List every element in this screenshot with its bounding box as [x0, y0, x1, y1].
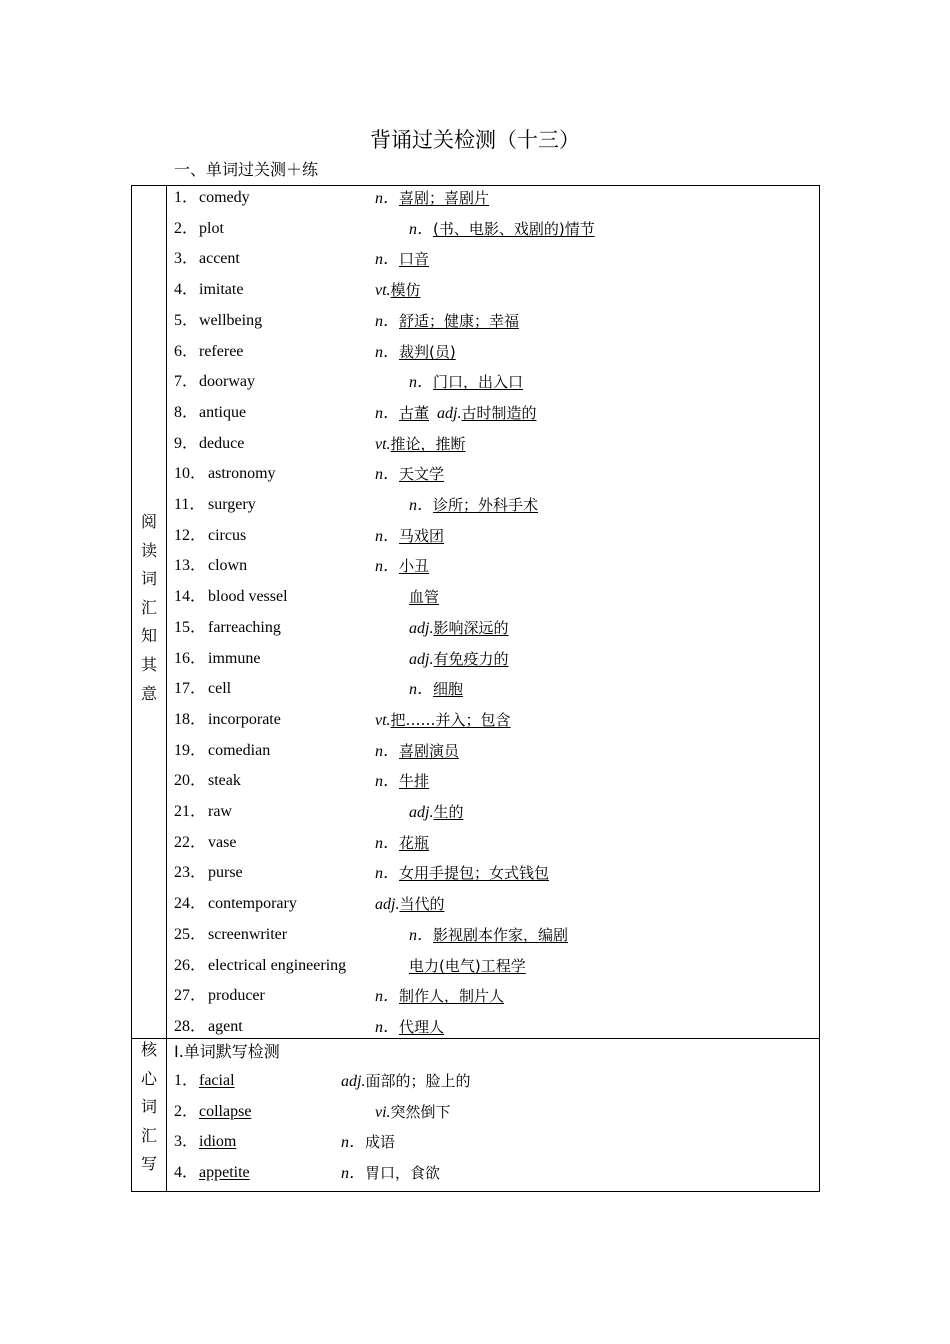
word-meaning: 古时制造的 — [461, 403, 537, 422]
part-of-speech: n． — [409, 374, 434, 392]
english-word: steak — [208, 772, 241, 790]
english-word: electrical engineering — [208, 956, 347, 974]
column-divider — [166, 1037, 167, 1191]
item-number: 19． — [174, 741, 207, 759]
item-number: 4． — [174, 1164, 199, 1182]
category-char: 心 — [140, 1068, 157, 1088]
category-char: 阅 — [140, 512, 157, 531]
english-word: purse — [208, 864, 243, 882]
part-of-speech: vt. — [375, 282, 391, 300]
english-word: producer — [208, 987, 265, 1005]
english-word: incorporate — [208, 710, 281, 728]
word-meaning: 裁判(员) — [399, 342, 456, 361]
item-number: 5． — [174, 311, 199, 329]
word-meaning: (书、电影、戏剧的)情节 — [433, 219, 595, 238]
english-word: comedian — [208, 741, 271, 759]
subheading-dictation: I.单词默写检测 — [174, 1042, 280, 1061]
category-char: 核 — [140, 1040, 157, 1059]
item-number: 18． — [174, 710, 207, 728]
word-meaning: 喜剧演员 — [399, 741, 460, 760]
part-of-speech: n． — [375, 1018, 400, 1036]
item-number: 13． — [174, 557, 207, 575]
english-word: referee — [199, 342, 244, 360]
english-word: appetite — [199, 1164, 250, 1182]
part-of-speech: adj. — [341, 1073, 366, 1090]
category-char: 词 — [140, 1097, 157, 1117]
meaning-cell — [409, 585, 439, 610]
meaning-cell — [375, 524, 444, 549]
english-word: collapse — [199, 1102, 252, 1120]
part-of-speech: vt. — [375, 711, 391, 729]
item-number: 12． — [174, 526, 207, 544]
word-meaning: 突然倒下 — [390, 1102, 451, 1121]
english-word: farreaching — [208, 618, 281, 636]
item-number: 17． — [174, 680, 207, 698]
word-meaning: 门口，出入口 — [433, 373, 524, 392]
item-number: 26． — [174, 956, 207, 974]
meaning-cell — [409, 800, 463, 825]
part-of-speech: n． — [375, 773, 400, 791]
word-meaning: 代理人 — [399, 1017, 445, 1036]
part-of-speech: n． — [341, 1134, 366, 1152]
meaning-cell — [375, 247, 429, 272]
word-meaning: 成语 — [365, 1133, 396, 1152]
item-number: 14． — [174, 588, 207, 606]
part-of-speech: n． — [375, 834, 400, 852]
part-of-speech: n． — [375, 988, 400, 1006]
category-char: 汇 — [140, 1125, 157, 1145]
category-label-core — [132, 1036, 166, 1179]
part-of-speech: adj. — [437, 404, 462, 422]
word-meaning: 细胞 — [433, 680, 464, 699]
item-number: 4． — [174, 281, 199, 299]
english-word: screenwriter — [208, 925, 288, 943]
part-of-speech: n． — [409, 220, 434, 238]
english-word: deduce — [199, 434, 245, 452]
page-title: 背诵过关检测（十三） — [370, 128, 580, 152]
english-word: vase — [208, 833, 237, 851]
item-number: 2． — [174, 1102, 199, 1120]
meaning-cell — [375, 708, 511, 733]
item-number: 27． — [174, 987, 207, 1005]
part-of-speech: adj. — [375, 896, 400, 914]
meaning-cell — [375, 739, 459, 764]
part-of-speech: n． — [375, 865, 400, 883]
item-number: 25． — [174, 925, 207, 943]
item-number: 23． — [174, 864, 207, 882]
meaning-cell — [341, 1130, 395, 1155]
part-of-speech: adj. — [409, 804, 434, 821]
word-meaning: 天文学 — [399, 465, 445, 484]
meaning-cell — [375, 340, 456, 365]
meaning-cell — [409, 493, 538, 518]
item-number: 10． — [174, 465, 207, 483]
meaning-cell — [409, 954, 526, 979]
word-meaning: 小丑 — [399, 557, 430, 576]
category-char: 汇 — [140, 597, 157, 617]
item-number: 16． — [174, 649, 207, 667]
english-word: facial — [199, 1072, 235, 1089]
word-meaning: 把……并入；包含 — [390, 710, 511, 729]
part-of-speech: n． — [409, 681, 434, 699]
meaning-cell — [375, 186, 489, 211]
english-word: astronomy — [208, 465, 276, 483]
meaning-cell — [375, 432, 466, 457]
word-meaning: 舒适；健康；幸福 — [399, 311, 520, 330]
part-of-speech: n． — [375, 251, 400, 269]
word-meaning: 马戏团 — [399, 526, 445, 545]
item-number: 9． — [174, 434, 199, 452]
meaning-cell — [375, 831, 429, 856]
item-number: 7． — [174, 373, 199, 391]
meaning-cell — [375, 462, 444, 487]
part-of-speech: n． — [375, 527, 400, 545]
meaning-cell — [375, 278, 421, 303]
english-word: circus — [208, 526, 247, 544]
item-number: 20． — [174, 772, 207, 790]
item-number: 2． — [174, 219, 199, 237]
word-meaning: 电力(电气)工程学 — [409, 956, 526, 975]
english-word: wellbeing — [199, 311, 263, 329]
english-word: accent — [199, 250, 240, 268]
word-meaning: 花瓶 — [399, 833, 430, 852]
word-meaning: 制作人，制片人 — [399, 987, 505, 1006]
part-of-speech: n． — [375, 343, 400, 361]
english-word: idiom — [199, 1133, 237, 1151]
english-word: agent — [208, 1017, 243, 1035]
word-meaning: 生的 — [433, 803, 464, 821]
word-meaning: 牛排 — [399, 772, 430, 791]
category-char: 其 — [140, 654, 157, 674]
section-heading: 一、单词过关测＋练 — [174, 160, 319, 179]
english-word: antique — [199, 403, 247, 421]
part-of-speech: vt. — [375, 435, 391, 453]
meaning-cell — [409, 217, 595, 242]
item-number: 24． — [174, 895, 207, 913]
meaning-cell — [375, 984, 504, 1009]
meaning-cell — [409, 616, 508, 641]
part-of-speech: n． — [375, 466, 400, 484]
meaning-cell — [341, 1161, 440, 1186]
meaning-cell — [375, 401, 537, 426]
meaning-cell — [409, 923, 568, 948]
english-word: immune — [208, 649, 261, 667]
part-of-speech: adj. — [409, 619, 434, 637]
item-number: 21． — [174, 803, 207, 820]
part-of-speech: n． — [375, 404, 400, 422]
word-meaning: 血管 — [409, 588, 440, 607]
word-meaning: 口音 — [399, 250, 430, 269]
category-char: 写 — [140, 1154, 157, 1174]
word-meaning: 模仿 — [390, 281, 421, 300]
word-meaning: 面部的；脸上的 — [365, 1072, 471, 1090]
word-meaning: 有免疫力的 — [433, 649, 509, 668]
meaning-cell — [375, 554, 429, 579]
english-word: imitate — [199, 281, 244, 299]
item-number: 8． — [174, 403, 199, 421]
item-number: 6． — [174, 342, 199, 360]
part-of-speech: n． — [375, 742, 400, 760]
word-meaning: 推论，推断 — [390, 434, 466, 453]
meaning-cell — [375, 861, 549, 886]
category-char: 意 — [140, 683, 157, 703]
english-word: cell — [208, 680, 232, 698]
category-char: 读 — [140, 540, 157, 560]
part-of-speech: n． — [375, 312, 400, 330]
english-word: doorway — [199, 373, 255, 391]
item-number: 11． — [174, 496, 206, 513]
word-meaning: 诊所；外科手术 — [433, 496, 539, 514]
english-word: blood vessel — [208, 588, 288, 606]
meaning-cell — [375, 1015, 444, 1040]
meaning-cell — [409, 677, 463, 702]
part-of-speech: n． — [341, 1165, 366, 1183]
meaning-cell — [375, 1100, 451, 1125]
word-meaning: 影视剧本作家，编剧 — [433, 925, 569, 944]
item-number: 1． — [174, 1072, 199, 1089]
item-number: 15． — [174, 618, 207, 636]
english-word: contemporary — [208, 895, 297, 913]
meaning-cell — [341, 1069, 470, 1094]
english-word: raw — [208, 803, 232, 820]
item-number: 1． — [174, 189, 199, 206]
part-of-speech: n． — [375, 558, 400, 576]
item-number: 28． — [174, 1017, 207, 1035]
english-word: surgery — [208, 496, 256, 513]
meaning-cell — [375, 309, 519, 334]
part-of-speech: vi. — [375, 1103, 391, 1121]
word-meaning: 女用手提包；女式钱包 — [399, 864, 550, 883]
part-of-speech: n． — [409, 497, 434, 514]
english-word: clown — [208, 557, 248, 575]
meaning-cell — [409, 647, 508, 672]
word-meaning: 喜剧；喜剧片 — [399, 189, 490, 207]
category-char: 词 — [140, 569, 157, 589]
part-of-speech: adj. — [409, 650, 434, 668]
item-number: 22． — [174, 833, 207, 851]
meaning-cell — [375, 769, 429, 794]
item-number: 3． — [174, 1133, 199, 1151]
word-meaning: 古董 — [399, 403, 430, 422]
english-word: plot — [199, 219, 224, 237]
meaning-cell — [375, 892, 444, 917]
category-char: 知 — [140, 626, 157, 646]
part-of-speech: n． — [375, 190, 400, 207]
word-meaning: 影响深远的 — [433, 618, 509, 637]
category-label-reading — [132, 508, 166, 708]
part-of-speech: n． — [409, 926, 434, 944]
item-number: 3． — [174, 250, 199, 268]
meaning-cell — [409, 370, 523, 395]
english-word: comedy — [199, 189, 250, 206]
column-divider — [166, 185, 167, 1037]
word-meaning: 当代的 — [399, 895, 445, 914]
word-meaning: 胃口，食欲 — [365, 1164, 441, 1183]
